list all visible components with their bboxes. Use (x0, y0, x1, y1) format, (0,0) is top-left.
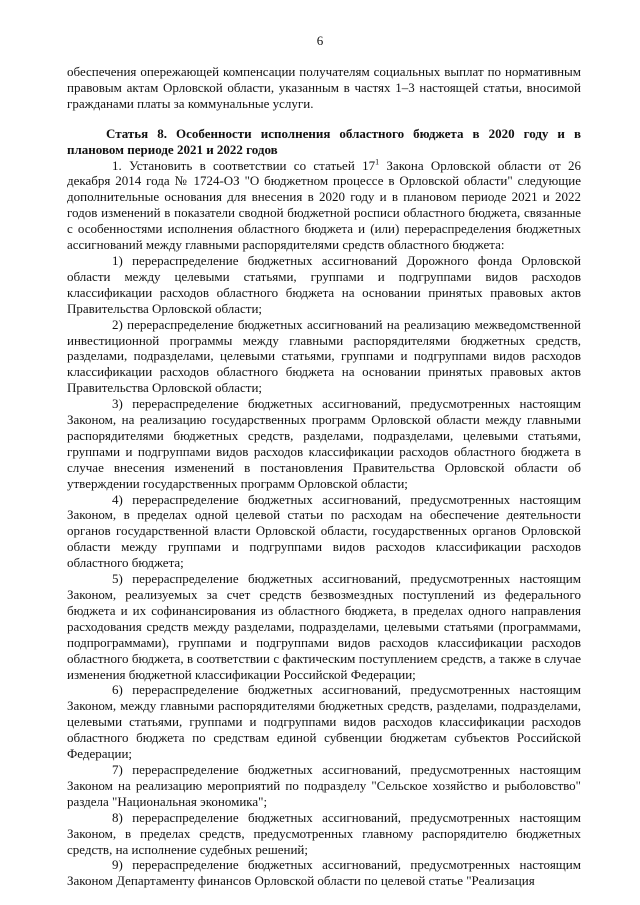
point-1-text-start: 1. Установить в соответствии со статьей 17 (112, 157, 376, 173)
list-item-2: 2) перераспределение бюджетных ассигнований на реализацию межведомственной инвестиционной программы между главными распорядителями бюджетных средств, разделами, подразделами, целевыми статьями, группами и подгруппами видов расходов классификации расходов областного бюджета на основании принятых правовых актов Правительства Орловской области; (67, 316, 581, 396)
list-item-6: 6) перераспределение бюджетных ассигнований, предусмотренных настоящим Законом, между главными распорядителями бюджетных средств, разделами, подразделами, целевыми статьями, группами и подгруппами видов расходов классификации расходов областного бюджета по средствам единой субвенции бюджетам субъектов Российской Федерации; (67, 682, 581, 762)
list-item-8: 8) перераспределение бюджетных ассигнований, предусмотренных настоящим Законом, в пределах средств, предусмотренных главному распорядителю бюджетных средств, на исполнение судебных решений; (67, 809, 581, 857)
list-item-3: 3) перераспределение бюджетных ассигнований, предусмотренных настоящим Законом, на реализацию государственных программ Орловской области между главными распорядителями бюджетных средств, разделами, подразделами, целевыми статьями, группами и подгруппами видов расходов классификации расходов областного бюджета в случае внесения изменений в постановления Правительства Орловской области об утверждении государственных программ Орловской области; (67, 396, 581, 491)
page-number: 6 (316, 33, 324, 48)
continuation-paragraph: обеспечения опережающей компенсации получателям социальных выплат по нормативным правовым актам Орловской области, указанным в частях 1–3 настоящей статьи, вносимой гражданами платы за коммунальные услуги. (67, 64, 581, 111)
article-superscript: 1 (375, 157, 380, 167)
list-item-1: 1) перераспределение бюджетных ассигнований Дорожного фонда Орловской области между целевыми статьями, группами и подгруппами видов расходов классификации расходов областного бюджета на основании принятых правовых актов Правительства Орловской области; (67, 252, 581, 316)
list-item-5: 5) перераспределение бюджетных ассигнований, предусмотренных настоящим Законом, реализуемых за счет средств безвозмездных поступлений из федерального бюджета и их софинансирования из областного бюджета, в пределах одного направления расходования средств между разделами, подразделами, целевыми статьями (программами, подпрограммами), группами и подгруппами видов расходов классификации расходов областного бюджета, в соответствии с фактическим поступлением средств, а также в случае изменения бюджетной классификации Российской Федерации; (67, 571, 581, 682)
article-heading: Статья 8. Особенности исполнения областного бюджета в 2020 году и в плановом периоде 2021 и 2022 годов (67, 125, 581, 157)
list-item-7: 7) перераспределение бюджетных ассигнований, предусмотренных настоящим Законом на реализацию мероприятий по подразделу "Сельское хозяйство и рыболовство" раздела "Национальная экономика"; (67, 761, 581, 809)
point-1-text-end: Закона Орловской области от 26 декабря 2014 года № 1724-ОЗ "О бюджетном процессе в Орловской области" следующие дополнительные основания для внесения в 2020 году и в плановом периоде 2021 и 2022 годов изменений в показатели сводной бюджетной росписи областного бюджета, связанные с особенностями исполнения областного бюджета и (или) перераспределения бюджетных ассигнований между главными распорядителями средств областного бюджета: (67, 157, 581, 253)
list-item-4: 4) перераспределение бюджетных ассигнований, предусмотренных настоящим Законом, в пределах одной целевой статьи по расходам на обеспечение деятельности органов государственной власти Орловской области, государственных органов Орловской области между группами и подгруппами видов расходов классификации расходов областного бюджета; (67, 491, 581, 571)
point-1-paragraph (67, 158, 581, 253)
document-body (67, 64, 581, 889)
list-item-9: 9) перераспределение бюджетных ассигнований, предусмотренных настоящим Законом Департаменту финансов Орловской области по целевой статье "Реализация (67, 857, 581, 889)
